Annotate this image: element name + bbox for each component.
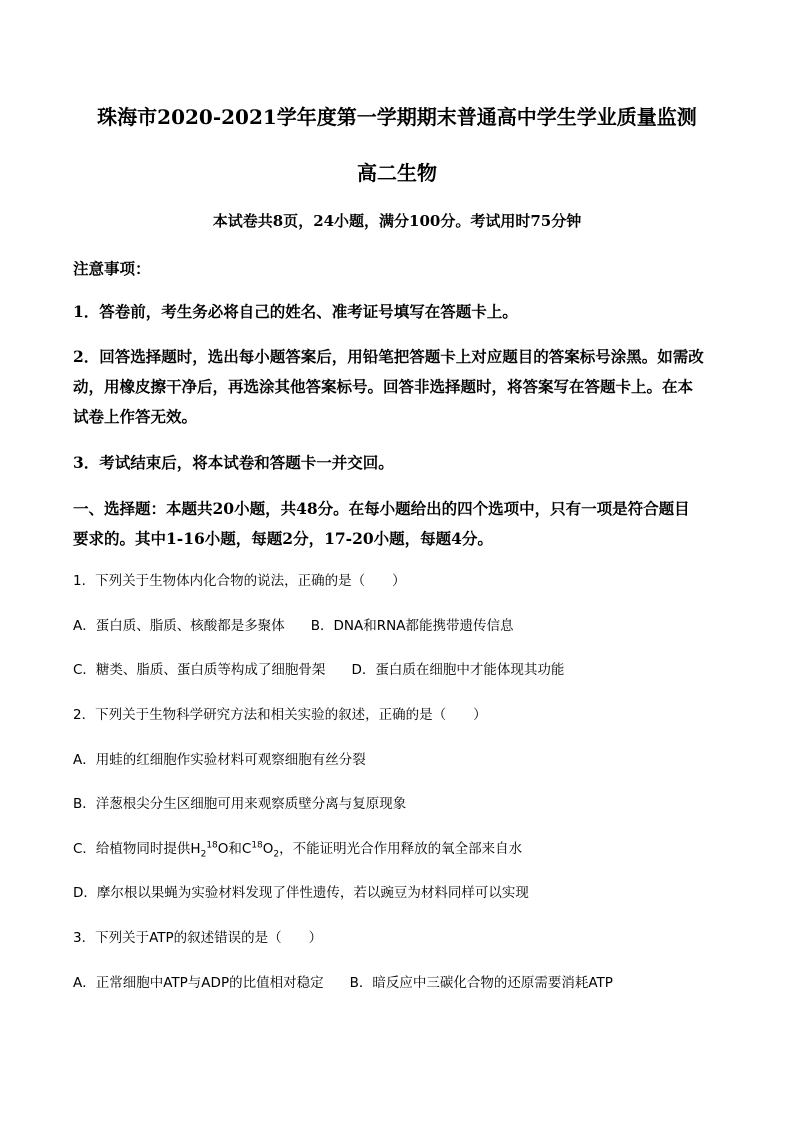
question-1-options-row-2 (73, 660, 733, 680)
question-2-option-c (73, 839, 733, 859)
question-1-stem: 1．下列关于生物体内化合物的说法，正确的是（ ） (73, 573, 406, 589)
subscript: 2 (200, 849, 207, 860)
question-3-option-a: A．正常细胞中ATP与ADP的比值相对稳定 (73, 975, 324, 991)
question-3-options-row-1 (73, 973, 733, 993)
question-2-option-c-text: O (262, 841, 274, 857)
question-3-option-b: B．暗反应中三碳化合物的还原需要消耗ATP (349, 975, 613, 991)
question-2-option-c-text: O和C (217, 841, 252, 857)
notice-item-2 (73, 342, 733, 432)
superscript: 18 (206, 840, 218, 851)
notice-item-2-line-1: 2．回答选择题时，选出每小题答案后，用铅笔把答题卡上对应题目的答案标号涂黑。如需改 (73, 347, 704, 366)
question-2-option-b: B．洋葱根尖分生区细胞可用来观察质壁分离与复原现象 (73, 796, 407, 812)
question-3-stem: 3．下列关于ATP的叙述错误的是（ ） (73, 930, 323, 946)
question-1-option-b: B．DNA和RNA都能携带遗传信息 (310, 618, 514, 634)
question-2-option-a: A．用蛙的红细胞作实验材料可观察细胞有丝分裂 (73, 752, 366, 768)
exam-meta: 本试卷共8页，24小题，满分100分。考试用时75分钟 (212, 212, 582, 230)
question-2-option-d: D．摩尔根以果蝇为实验材料发现了伴性遗传，若以豌豆为材料同样可以实现 (73, 885, 529, 901)
question-2-stem: 2．下列关于生物科学研究方法和相关实验的叙述，正确的是（ ） (73, 707, 487, 723)
section-1-intro-line-2: 要求的。其中1-16小题，每题2分，17-20小题，每题4分。 (73, 529, 493, 548)
question-2-option-c-text: ，不能证明光合作用释放的氧全部来自水 (279, 841, 523, 857)
question-1-option-a: A．蛋白质、脂质、核酸都是多聚体 (73, 618, 285, 634)
notice-heading: 注意事项： (73, 259, 151, 278)
exam-title: 珠海市2020-2021学年度第一学期期末普通高中学生学业质量监测 (97, 105, 697, 129)
notice-item-3: 3．考试结束后，将本试卷和答题卡一并交回。 (73, 453, 394, 472)
section-1-intro (73, 494, 733, 554)
question-2-option-c-text: C．给植物同时提供H (73, 841, 201, 857)
exam-subject: 高二生物 (357, 161, 437, 185)
notice-item-2-line-2: 动，用橡皮擦干净后，再选涂其他答案标号。回答非选择题时，将答案写在答题卡上。在本 (73, 377, 694, 396)
subscript: 2 (273, 849, 280, 860)
question-1-options-row-1 (73, 616, 733, 636)
notice-item-1: 1．答卷前，考生务必将自己的姓名、准考证号填写在答题卡上。 (73, 302, 518, 321)
question-1-option-d: D．蛋白质在细胞中才能体现其功能 (351, 662, 565, 678)
section-1-intro-line-1: 一、选择题：本题共20小题，共48分。在每小题给出的四个选项中，只有一项是符合题目 (73, 499, 690, 518)
superscript: 18 (251, 840, 263, 851)
question-1-option-c: C．糖类、脂质、蛋白质等构成了细胞骨架 (73, 662, 326, 678)
notice-item-2-line-3: 试卷上作答无效。 (73, 407, 198, 426)
